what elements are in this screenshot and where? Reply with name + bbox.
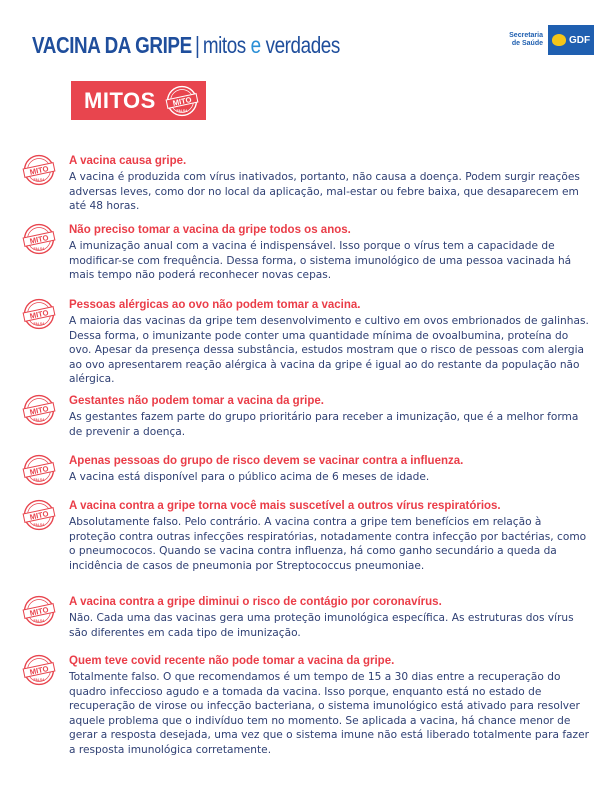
myth-title: A vacina contra a gripe torna você mais suscetível a outros vírus respiratórios. <box>69 500 501 512</box>
secretaria-saude-logo <box>509 32 543 48</box>
myth-title: Apenas pessoas do grupo de risco devem se vacinar contra a influenza. <box>69 455 464 467</box>
mito-stamp-icon <box>22 222 56 256</box>
svg-text:MITO: MITO <box>28 464 50 477</box>
svg-text:FALSA: FALSA <box>33 478 45 483</box>
mito-stamp-icon <box>22 498 56 532</box>
myth-title: A vacina contra a gripe diminui o risco de contágio por coronavírus. <box>69 596 442 608</box>
myth-explanation: A imunização anual com a vacina é indispensável. Isso porque o vírus tem a capacidade de modificar-se com frequência. Dessa forma, o sistema imunológico de uma pessoa vacinada há mais tempo não poderá reconhecer novas cepas. <box>69 240 572 282</box>
svg-text:MITO: MITO <box>171 94 193 108</box>
mito-stamp-icon <box>22 393 56 427</box>
myth-explanation: A vacina está disponível para o público acima de 6 meses de idade. <box>69 471 430 483</box>
svg-text:FALSA: FALSA <box>33 678 45 683</box>
myth-explanation: A vacina é produzida com vírus inativados, portanto, não causa a doença. Podem surgir reações adversas leves, como dor no local da aplicação, mal-estar ou febre baixa, que desaparecem em até 48 horas. <box>69 171 580 213</box>
svg-text:MITO: MITO <box>28 509 50 522</box>
svg-text:MITO: MITO <box>28 233 50 246</box>
mitos-banner <box>71 81 206 120</box>
myth-explanation: Absolutamente falso. Pelo contrário. A vacina contra a gripe tem benefícios em relação à proteção contra outras infecções respiratórias, notadamente contra infecção por bactérias, como o pneumococos. Quando se vacina contra influenza, há como ganho secundário a queda da incidência de casos de pneumonia por Streptococcus pneumoniae. <box>69 516 587 572</box>
myth-title: Pessoas alérgicas ao ovo não podem tomar a vacina. <box>69 299 361 311</box>
gdf-label: GDF <box>568 34 591 46</box>
svg-text:FALSA: FALSA <box>33 322 45 327</box>
gdf-logo <box>548 25 594 55</box>
mito-stamp-icon <box>22 594 56 628</box>
title-mitos: mitos <box>202 31 246 58</box>
svg-text:MITO: MITO <box>28 605 50 618</box>
title-verdades: verdades <box>265 31 340 58</box>
myth-title: Gestantes não podem tomar a vacina da gripe. <box>69 395 324 407</box>
svg-text:MITO: MITO <box>28 308 50 321</box>
svg-text:FALSA: FALSA <box>33 418 45 423</box>
svg-text:MITO: MITO <box>28 404 50 417</box>
svg-text:FALSA: FALSA <box>176 108 188 113</box>
page-header <box>32 30 407 60</box>
title-bold: VACINA DA GRIPE <box>32 31 192 58</box>
ipe-flower-icon <box>552 34 566 46</box>
svg-text:FALSA: FALSA <box>33 178 45 183</box>
page-title <box>32 32 340 59</box>
mito-stamp-icon <box>165 84 199 118</box>
title-separator: | <box>195 31 200 58</box>
mito-stamp-icon <box>22 653 56 687</box>
secretaria-line-1: Secretaria <box>509 32 543 39</box>
mito-stamp-icon <box>22 153 56 187</box>
myth-explanation: Não. Cada uma das vacinas gera uma proteção imunológica específica. As estruturas dos vírus são diferentes em cada tipo de imunização. <box>69 612 574 639</box>
myth-explanation: A maioria das vacinas da gripe tem desenvolvimento e cultivo em ovos embrionados de galinhas. Dessa forma, o imunizante pode conter uma quantidade mínima de ovoalbumina, proteína do ovo. Apesar da presença dessa substância, estudos mostram que o risco de pessoas com alergia ao ovo apresentarem reação alérgica à vacina da gripe é igual ao do restante da população não alérgica. <box>69 315 589 386</box>
logos <box>509 25 594 55</box>
svg-text:FALSA: FALSA <box>33 523 45 528</box>
svg-text:MITO: MITO <box>28 164 50 177</box>
svg-text:FALSA: FALSA <box>33 247 45 252</box>
svg-text:MITO: MITO <box>28 664 50 677</box>
myth-explanation: Totalmente falso. O que recomendamos é um tempo de 15 a 30 dias entre a recuperação do quadro infeccioso agudo e a tomada da vacina. Isso porque, enquanto está no estado de recuperação de virose ou infecção bacteriana, o sistema imunológico está ativado para resolver aquele problema que o indivíduo tem no momento. Se aplicada a vacina, há chance menor de gerar a resposta desejada, uma vez que o sistema imune não está liberado totalmente para fazer a resposta imunológica corretamente. <box>69 671 589 756</box>
mito-stamp-icon <box>22 297 56 331</box>
myth-title: Quem teve covid recente não pode tomar a vacina da gripe. <box>69 655 395 667</box>
mitos-label: MITOS <box>84 87 156 113</box>
myth-title: A vacina causa gripe. <box>69 155 187 167</box>
myth-title: Não preciso tomar a vacina da gripe todos os anos. <box>69 224 351 236</box>
title-e: e <box>250 31 261 58</box>
myth-explanation: As gestantes fazem parte do grupo prioritário para receber a imunização, que é a melhor forma de prevenir a doença. <box>69 411 579 438</box>
svg-text:FALSA: FALSA <box>33 619 45 624</box>
mito-stamp-icon <box>22 453 56 487</box>
secretaria-line-2: de Saúde <box>511 40 543 47</box>
